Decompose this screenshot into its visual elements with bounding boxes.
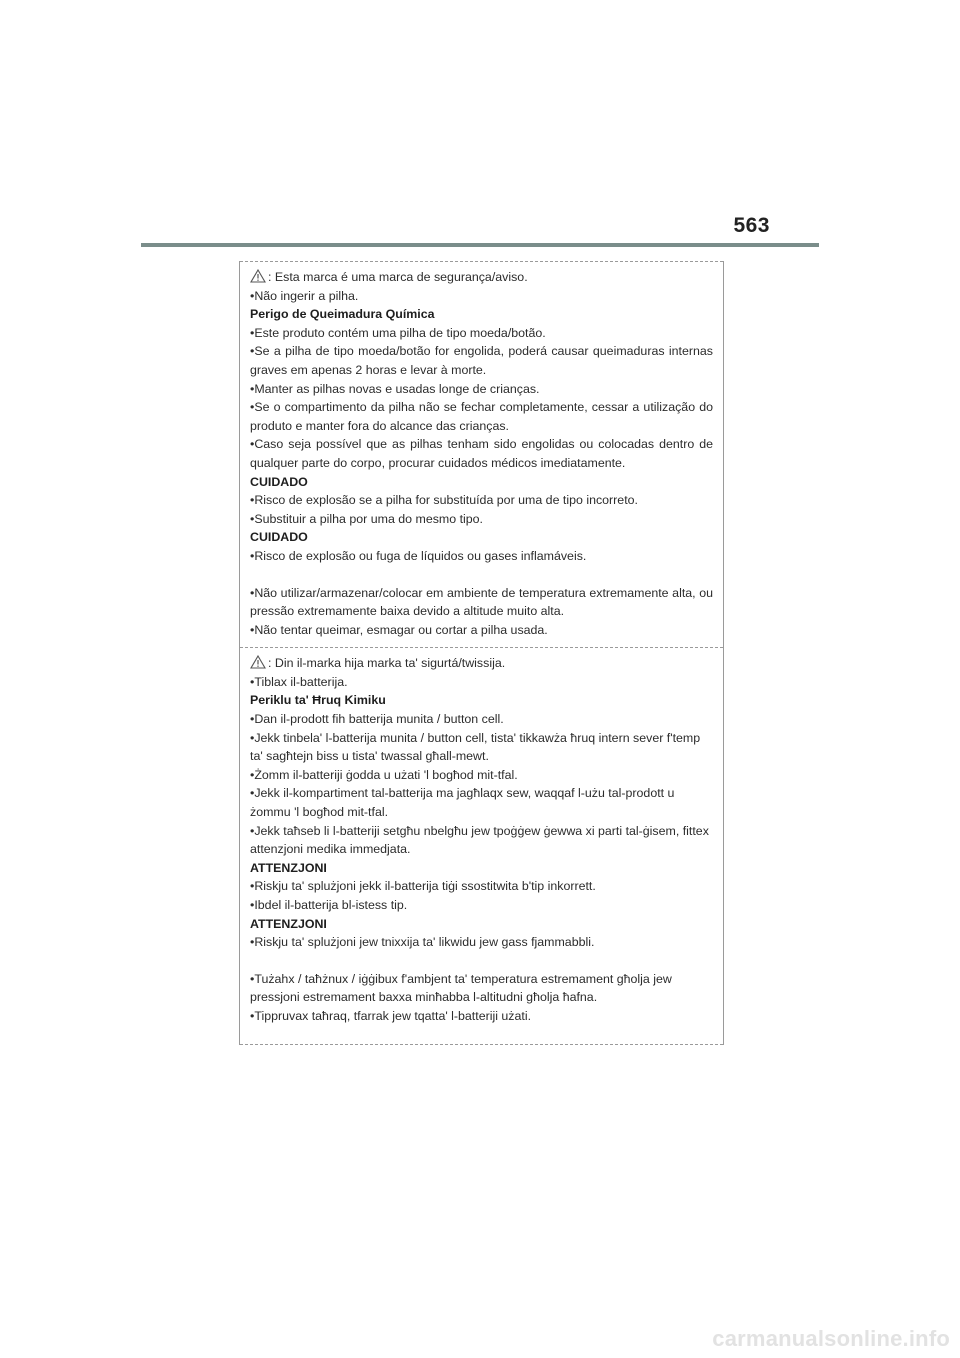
line-text: Periklu ta' Ħruq Kimiku	[250, 693, 386, 708]
warning-text-line	[250, 435, 713, 472]
line-text: •Jekk tinbela' l-batterija munita / button cell, tista' tikkawża ħruq intern sever f'temp ta' sagħtejn biss u tista' twassal għall-mewt.	[250, 730, 701, 764]
section-heading	[250, 859, 713, 878]
warning-text-line	[250, 621, 713, 640]
warning-text-line	[250, 380, 713, 399]
line-text: ATTENZJONI	[250, 860, 327, 875]
warning-text-line	[250, 877, 713, 896]
line-text: •Tiblax il-batterija.	[250, 674, 348, 689]
warning-symbol-line	[250, 268, 713, 287]
warning-text-line	[250, 324, 713, 343]
line-text: •Se a pilha de tipo moeda/botão for engolida, poderá causar queimaduras internas graves em apenas 2 horas e levar à morte.	[250, 344, 713, 377]
warning-triangle-icon	[250, 269, 266, 283]
line-text: Perigo de Queimadura Química	[250, 307, 435, 322]
warning-text-line	[250, 729, 713, 766]
warning-text-line	[250, 584, 713, 621]
battery-warning-box	[239, 261, 724, 1045]
warning-text-line	[250, 547, 713, 566]
line-text: •Caso seja possível que as pilhas tenham sido engolidas ou colocadas dentro de qualquer parte do corpo, procurar cuidados médicos imediatamente.	[250, 437, 713, 470]
line-text: •Manter as pilhas novas e usadas longe de crianças.	[250, 381, 540, 396]
warning-text-line	[250, 673, 713, 692]
line-text: •Se o compartimento da pilha não se fechar completamente, cessar a utilização do produto e manter fora do alcance das crianças.	[250, 400, 713, 433]
line-text: •Dan il-prodott fih batterija munita / button cell.	[250, 712, 504, 727]
warning-text-line	[250, 710, 713, 729]
portuguese-section	[240, 261, 723, 647]
section-heading	[250, 915, 713, 934]
line-text: •Substituir a pilha por uma do mesmo tipo.	[250, 511, 483, 526]
line-text: •Tippruvax taħraq, tfarrak jew tqatta' l-batteriji użati.	[250, 1008, 532, 1023]
warning-text-line	[250, 398, 713, 435]
section-heading	[250, 691, 713, 710]
line-text: •Risco de explosão se a pilha for substituída por uma de tipo incorreto.	[250, 493, 638, 508]
warning-text-line	[250, 287, 713, 306]
warning-text-line	[250, 510, 713, 529]
warning-text-line	[250, 342, 713, 379]
section-heading	[250, 528, 713, 547]
line-text: •Não utilizar/armazenar/colocar em ambiente de temperatura extremamente alta, ou pressão extremamente baixa devido a altitude muito alta.	[250, 585, 713, 619]
warning-triangle-icon	[250, 655, 266, 669]
line-text: •Não tentar queimar, esmagar ou cortar a pilha usada.	[250, 622, 548, 637]
warning-text-line	[250, 970, 713, 1007]
line-text: CUIDADO	[250, 530, 308, 545]
line-text: •Riskju ta' splużjoni jekk il-batterija tiġi ssostitwita b'tip inkorrett.	[250, 879, 596, 894]
line-text: •Este produto contém uma pilha de tipo moeda/botão.	[250, 325, 546, 340]
line-text: : Esta marca é uma marca de segurança/aviso.	[268, 270, 528, 284]
line-text: CUIDADO	[250, 474, 308, 489]
page-number: 563	[733, 214, 770, 237]
warning-text-line	[250, 896, 713, 915]
section-heading	[250, 473, 713, 492]
header-rule	[141, 243, 819, 247]
line-text: •Jekk taħseb li l-batteriji setgħu nbelgħu jew tpoġġew ġewwa xi parti tal-ġisem, fittex attenzjoni medika immedjata.	[250, 823, 709, 857]
warning-text-line	[250, 822, 713, 859]
line-text: •Żomm il-batteriji ġodda u użati 'l bogħod mit-tfal.	[250, 767, 518, 782]
maltese-section	[240, 647, 723, 1044]
line-text: •Riskju ta' splużjoni jew tnixxija ta' likwidu jew gass fjammabbli.	[250, 935, 595, 950]
warning-text-line	[250, 1007, 713, 1026]
section-heading	[250, 305, 713, 324]
line-text: •Ibdel il-batterija bl-istess tip.	[250, 898, 408, 912]
warning-text-line	[250, 784, 713, 821]
footer-watermark: carmanualsonline.info	[712, 1326, 950, 1351]
line-text: •Jekk il-kompartiment tal-batterija ma jagħlaqx sew, waqqaf l-użu tal-prodott u żommu 'l bogħod mit-tfal.	[250, 786, 675, 820]
paragraph-gap	[250, 952, 713, 970]
line-text: •Não ingerir a pilha.	[250, 288, 359, 303]
warning-text-line	[250, 933, 713, 952]
warning-symbol-line	[250, 654, 713, 673]
paragraph-gap	[250, 566, 713, 584]
line-text: : Din il-marka hija marka ta' sigurtá/twissija.	[268, 656, 506, 671]
warning-text-line	[250, 766, 713, 785]
warning-text-line	[250, 491, 713, 510]
line-text: •Tużahx / taħżnux / iġġibux f'ambjent ta' temperatura estremament għolja jew pressjoni estremament baxxa minħabba l-altitudni għolja ħafna.	[250, 971, 672, 1005]
line-text: •Risco de explosão ou fuga de líquidos ou gases inflamáveis.	[250, 548, 587, 563]
line-text: ATTENZJONI	[250, 916, 327, 931]
